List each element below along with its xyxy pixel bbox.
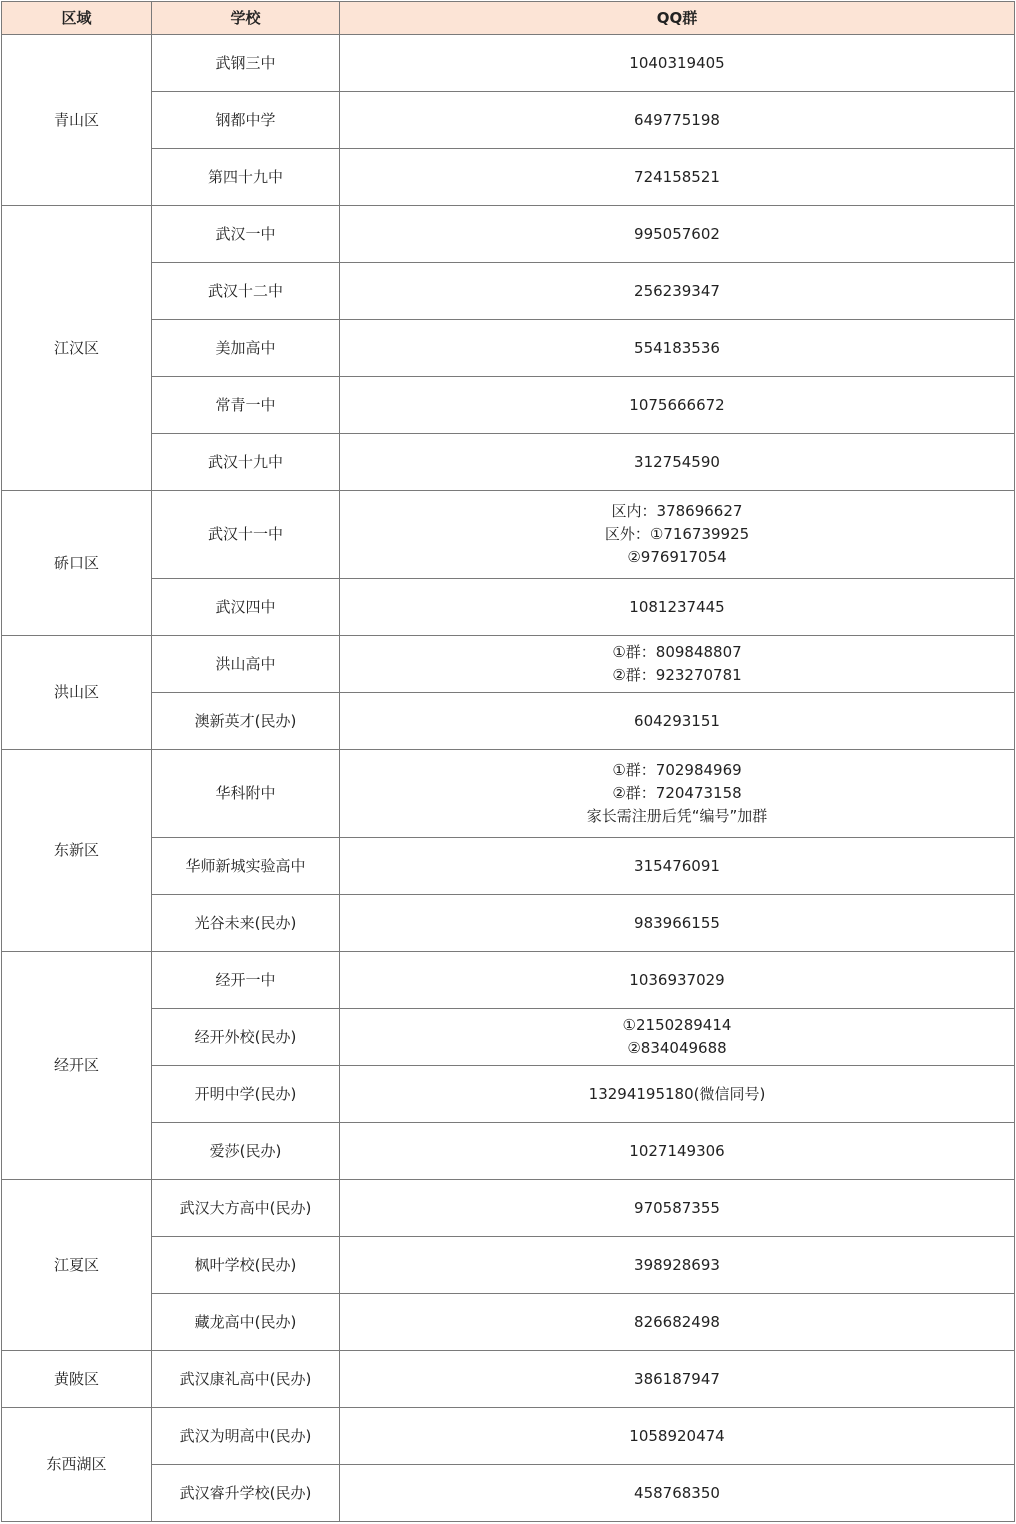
qq-line: 家长需注册后凭“编号”加群 bbox=[586, 807, 768, 825]
school-cell: 经开一中 bbox=[152, 952, 340, 1009]
school-cell: 武汉睿升学校(民办) bbox=[152, 1465, 340, 1522]
table-row bbox=[2, 750, 1015, 838]
qq-line: 256239347 bbox=[634, 281, 720, 300]
qq-line: ②群：720473158 bbox=[612, 784, 742, 802]
header-row bbox=[2, 2, 1015, 35]
school-cell: 武汉四中 bbox=[152, 579, 340, 636]
qq-cell bbox=[340, 579, 1015, 636]
qq-line: 1036937029 bbox=[629, 970, 725, 989]
school-cell: 开明中学(民办) bbox=[152, 1066, 340, 1123]
school-cell: 武钢三中 bbox=[152, 35, 340, 92]
table-row bbox=[2, 1066, 1015, 1123]
table-row bbox=[2, 1408, 1015, 1465]
qq-line: 995057602 bbox=[634, 224, 720, 243]
region-cell: 东西湖区 bbox=[2, 1408, 152, 1522]
school-cell: 爱莎(民办) bbox=[152, 1123, 340, 1180]
table-row bbox=[2, 434, 1015, 491]
qq-line: 13294195180(微信同号) bbox=[588, 1084, 766, 1103]
qq-cell bbox=[340, 149, 1015, 206]
header-qq: QQ群 bbox=[340, 2, 1015, 35]
qq-cell bbox=[340, 491, 1015, 579]
qq-cell bbox=[340, 206, 1015, 263]
table-row bbox=[2, 1465, 1015, 1522]
table-row bbox=[2, 92, 1015, 149]
school-cell: 钢都中学 bbox=[152, 92, 340, 149]
qq-cell bbox=[340, 1465, 1015, 1522]
qq-line: ②834049688 bbox=[627, 1039, 727, 1057]
school-cell: 澳新英才(民办) bbox=[152, 693, 340, 750]
header-school: 学校 bbox=[152, 2, 340, 35]
qq-line: 1040319405 bbox=[629, 53, 725, 72]
school-cell: 武汉十二中 bbox=[152, 263, 340, 320]
table-row bbox=[2, 1351, 1015, 1408]
qq-cell bbox=[340, 1009, 1015, 1066]
qq-cell bbox=[340, 1123, 1015, 1180]
qq-line: 649775198 bbox=[634, 110, 720, 129]
region-cell: 江汉区 bbox=[2, 206, 152, 491]
qq-line: 315476091 bbox=[634, 856, 720, 875]
table-row bbox=[2, 1180, 1015, 1237]
qq-line: ①群：809848807 bbox=[612, 643, 742, 661]
qq-cell bbox=[340, 895, 1015, 952]
qq-line: 1058920474 bbox=[629, 1426, 725, 1445]
school-cell: 常青一中 bbox=[152, 377, 340, 434]
qq-line: 983966155 bbox=[634, 913, 720, 932]
qq-cell bbox=[340, 434, 1015, 491]
region-cell: 黄陂区 bbox=[2, 1351, 152, 1408]
qq-cell bbox=[340, 636, 1015, 693]
qq-cell bbox=[340, 320, 1015, 377]
school-cell: 武汉十九中 bbox=[152, 434, 340, 491]
qq-line: ②976917054 bbox=[627, 548, 727, 566]
qq-line: 区内：378696627 bbox=[611, 502, 743, 520]
table-row bbox=[2, 149, 1015, 206]
qq-line: 554183536 bbox=[634, 338, 720, 357]
qq-cell bbox=[340, 1408, 1015, 1465]
qq-cell bbox=[340, 263, 1015, 320]
school-cell: 武汉为明高中(民办) bbox=[152, 1408, 340, 1465]
qq-line: 312754590 bbox=[634, 452, 720, 471]
qq-cell bbox=[340, 750, 1015, 838]
qq-cell bbox=[340, 1237, 1015, 1294]
table-row bbox=[2, 35, 1015, 92]
qq-line: 398928693 bbox=[634, 1255, 720, 1274]
region-cell: 硚口区 bbox=[2, 491, 152, 636]
school-cell: 美加高中 bbox=[152, 320, 340, 377]
qq-line: 604293151 bbox=[634, 711, 720, 730]
table-row bbox=[2, 579, 1015, 636]
qq-line: 724158521 bbox=[634, 167, 720, 186]
region-cell: 东新区 bbox=[2, 750, 152, 952]
qq-cell bbox=[340, 1066, 1015, 1123]
school-cell: 武汉康礼高中(民办) bbox=[152, 1351, 340, 1408]
qq-line: 826682498 bbox=[634, 1312, 720, 1331]
qq-line: 1081237445 bbox=[629, 597, 725, 616]
school-cell: 第四十九中 bbox=[152, 149, 340, 206]
qq-line: 386187947 bbox=[634, 1369, 720, 1388]
qq-cell bbox=[340, 1351, 1015, 1408]
qq-line: ①群：702984969 bbox=[612, 761, 742, 779]
table-row bbox=[2, 693, 1015, 750]
qq-line: 1075666672 bbox=[629, 395, 725, 414]
school-cell: 华师新城实验高中 bbox=[152, 838, 340, 895]
region-cell: 经开区 bbox=[2, 952, 152, 1180]
table-row bbox=[2, 377, 1015, 434]
school-cell: 藏龙高中(民办) bbox=[152, 1294, 340, 1351]
school-cell: 枫叶学校(民办) bbox=[152, 1237, 340, 1294]
qq-group-table bbox=[1, 1, 1015, 1522]
school-cell: 武汉十一中 bbox=[152, 491, 340, 579]
region-cell: 青山区 bbox=[2, 35, 152, 206]
region-cell: 洪山区 bbox=[2, 636, 152, 750]
header-region: 区域 bbox=[2, 2, 152, 35]
qq-line: 970587355 bbox=[634, 1198, 720, 1217]
school-cell: 光谷未来(民办) bbox=[152, 895, 340, 952]
table-row bbox=[2, 206, 1015, 263]
qq-line: ①2150289414 bbox=[622, 1016, 732, 1034]
table-row bbox=[2, 1009, 1015, 1066]
table-row bbox=[2, 491, 1015, 579]
table-row bbox=[2, 320, 1015, 377]
qq-line: 458768350 bbox=[634, 1483, 720, 1502]
table-row bbox=[2, 1123, 1015, 1180]
table-row bbox=[2, 263, 1015, 320]
qq-line: 1027149306 bbox=[629, 1141, 725, 1160]
region-cell: 江夏区 bbox=[2, 1180, 152, 1351]
table-row bbox=[2, 1294, 1015, 1351]
school-cell: 华科附中 bbox=[152, 750, 340, 838]
table-row bbox=[2, 1237, 1015, 1294]
qq-cell bbox=[340, 952, 1015, 1009]
qq-cell bbox=[340, 693, 1015, 750]
qq-line: 区外：①716739925 bbox=[604, 525, 750, 543]
qq-cell bbox=[340, 35, 1015, 92]
qq-line: ②群：923270781 bbox=[612, 666, 742, 684]
qq-cell bbox=[340, 1180, 1015, 1237]
table-row bbox=[2, 952, 1015, 1009]
qq-cell bbox=[340, 838, 1015, 895]
qq-cell bbox=[340, 377, 1015, 434]
table-row bbox=[2, 838, 1015, 895]
table-row bbox=[2, 636, 1015, 693]
qq-cell bbox=[340, 1294, 1015, 1351]
school-cell: 武汉大方高中(民办) bbox=[152, 1180, 340, 1237]
school-cell: 经开外校(民办) bbox=[152, 1009, 340, 1066]
qq-cell bbox=[340, 92, 1015, 149]
school-cell: 武汉一中 bbox=[152, 206, 340, 263]
table-row bbox=[2, 895, 1015, 952]
school-cell: 洪山高中 bbox=[152, 636, 340, 693]
